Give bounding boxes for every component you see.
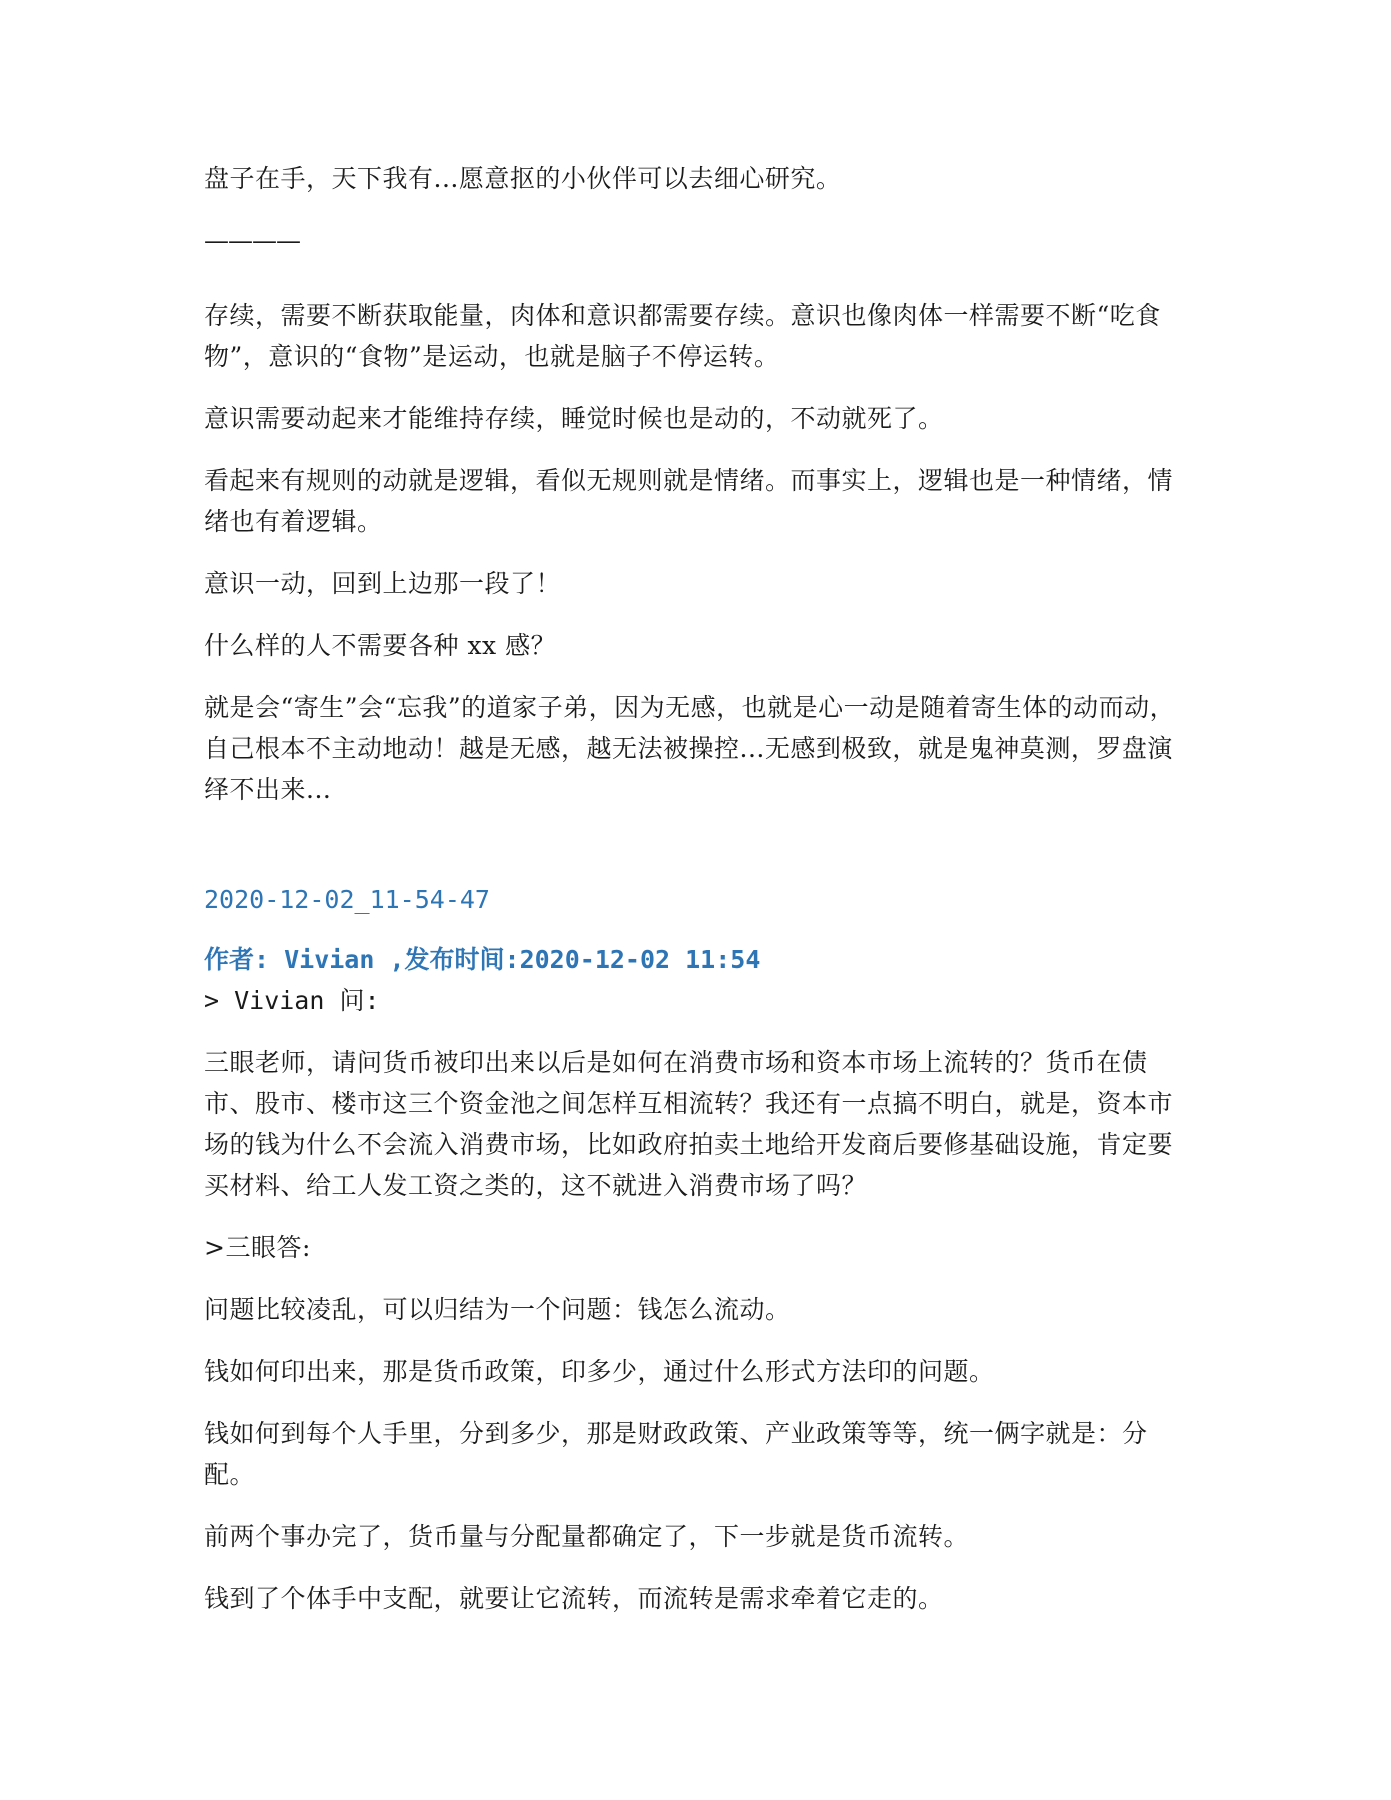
question-text: 三眼老师，请问货币被印出来以后是如何在消费市场和资本市场上流转的？货币在债市、股市、楼市这三个资金池之间怎样互相流转？我还有一点搞不明白，就是，资本市场的钱为什么不会流入消费市场，比如政府拍卖土地给开发商后要修基础设施，肯定要买材料、给工人发工资之类的，这不就进入消费市场了吗？ [204,1048,1174,1200]
paragraph: 存续，需要不断获取能量，肉体和意识都需要存续。意识也像肉体一样需要不断“吃食物”，意识的“食物”是运动，也就是脑子不停运转。 [204,301,1161,371]
post-title: 2020-12-02_11-54-47 [204,885,490,914]
answer-paragraph: 钱如何到每个人手里，分到多少，那是财政政策、产业政策等等，统一俩字就是：分配。 [204,1419,1148,1489]
paragraph: 就是会“寄生”会“忘我”的道家子弟，因为无感，也就是心一动是随着寄生体的动而动，自己根本不主动地动！越是无感，越无法被操控...无感到极致，就是鬼神莫测，罗盘演绎不出来... [204,693,1176,804]
answer-paragraph: 问题比较凌乱，可以归结为一个问题：钱怎么流动。 [204,1295,791,1324]
answer-paragraph: 钱如何印出来，那是货币政策，印多少，通过什么形式方法印的问题。 [204,1357,995,1386]
answer-prefix: >三眼答: [204,1233,311,1262]
section-spacer [204,831,1194,879]
answer-paragraph: 钱到了个体手中支配，就要让它流转，而流转是需求牵着它走的。 [204,1584,944,1613]
document-page [204,158,1194,1640]
paragraph: 什么样的人不需要各种 xx 感？ [204,631,557,660]
paragraph: 看起来有规则的动就是逻辑，看似无规则就是情绪。而事实上，逻辑也是一种情绪，情绪也有着逻辑。 [204,466,1174,536]
question-prefix: > Vivian 问: [204,986,380,1015]
author-line: 作者: Vivian ,发布时间:2020-12-02 11:54 [204,945,761,974]
paragraph: 盘子在手，天下我有...愿意抠的小伙伴可以去细心研究。 [204,164,842,193]
separator-line: ———— [204,226,300,255]
answer-paragraph: 前两个事办完了，货币量与分配量都确定了，下一步就是货币流转。 [204,1522,970,1551]
paragraph: 意识一动，回到上边那一段了！ [204,569,562,598]
paragraph: 意识需要动起来才能维持存续，睡觉时候也是动的，不动就死了。 [204,404,944,433]
